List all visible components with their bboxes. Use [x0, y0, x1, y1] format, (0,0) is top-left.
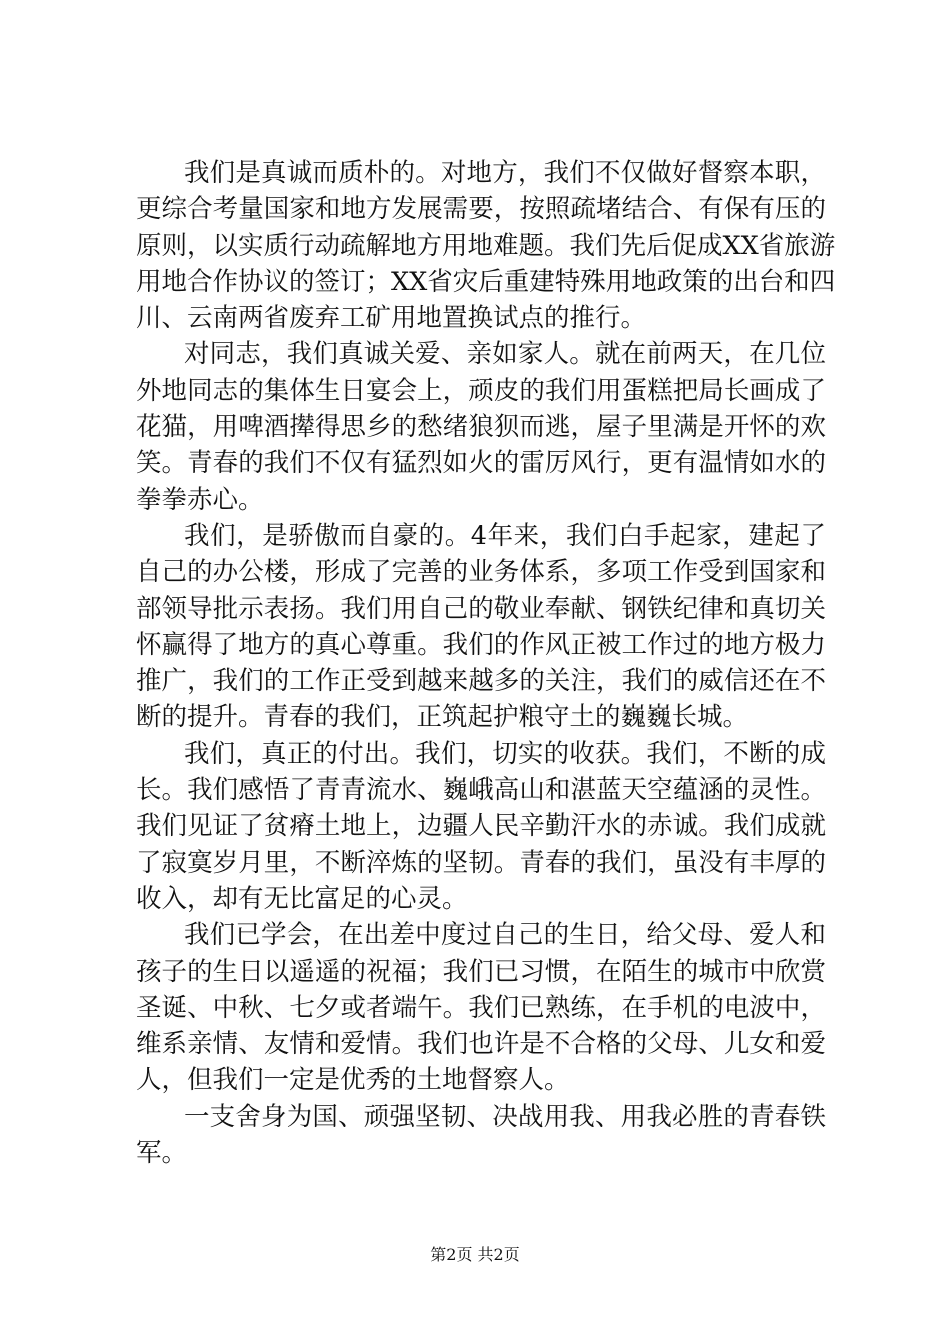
- paragraph-5: [136, 917, 826, 1098]
- text-line: 长。我们感悟了青青流水、巍峨高山和湛蓝天空蕴涵的灵性。: [136, 775, 826, 806]
- text-line: 断的提升。青春的我们，正筑起护粮守土的巍巍长城。: [136, 702, 749, 733]
- text-line: 拳拳赤心。: [136, 484, 264, 515]
- document-body: [136, 155, 836, 1171]
- text-line: 花猫，用啤酒撵得思乡的愁绪狼狈而逃，屋子里满是开怀的欢: [136, 412, 826, 443]
- text-line: 了寂寞岁月里，不断淬炼的坚韧。青春的我们，虽没有丰厚的: [136, 847, 826, 878]
- paragraph-2: [136, 336, 826, 517]
- text-line: 原则，以实质行动疏解地方用地难题。我们先后促成XX省旅游: [136, 230, 836, 261]
- text-line: 我们已学会，在出差中度过自己的生日，给父母、爱人和: [184, 920, 826, 951]
- page-number-footer: 第2页 共2页: [430, 1245, 520, 1264]
- text-line: 维系亲情、友情和爱情。我们也许是不合格的父母、儿女和爱: [136, 1029, 826, 1060]
- paragraph-1: [136, 155, 836, 336]
- text-line: 部领导批示表扬。我们用自己的敬业奉献、钢铁纪律和真切关: [136, 593, 826, 624]
- text-line: 笑。青春的我们不仅有猛烈如火的雷厉风行，更有温情如水的: [136, 448, 826, 479]
- paragraph-4: [136, 736, 826, 917]
- text-line: 怀赢得了地方的真心尊重。我们的作风正被工作过的地方极力: [136, 629, 826, 660]
- text-line: 用地合作协议的签订；XX省灾后重建特殊用地政策的出台和四: [136, 266, 836, 297]
- text-line: 更综合考量国家和地方发展需要，按照疏堵结合、有保有压的: [136, 194, 826, 225]
- text-line: 孩子的生日以遥遥的祝福；我们已习惯，在陌生的城市中欣赏: [136, 956, 826, 987]
- text-line: 自己的办公楼，形成了完善的业务体系，多项工作受到国家和: [136, 557, 826, 588]
- text-line: 我们是真诚而质朴的。对地方，我们不仅做好督察本职，: [184, 158, 826, 188]
- paragraph-3: [136, 518, 826, 736]
- text-line: 收入，却有无比富足的心灵。: [136, 883, 468, 914]
- text-line: 我们见证了贫瘠土地上，边疆人民辛勤汗水的赤诚。我们成就: [136, 811, 826, 842]
- text-line: 一支舍身为国、顽强坚韧、决战用我、用我必胜的青春铁: [184, 1101, 826, 1132]
- text-line: 圣诞、中秋、七夕或者端午。我们已熟练，在手机的电波中，: [136, 992, 826, 1023]
- paragraph-6: [136, 1099, 826, 1172]
- text-line: 我们，真正的付出。我们，切实的收获。我们，不断的成: [184, 738, 826, 769]
- text-line: 我们，是骄傲而自豪的。4年来，我们白手起家，建起了: [184, 520, 826, 551]
- text-line: 人，但我们一定是优秀的土地督察人。: [136, 1065, 570, 1096]
- text-line: 外地同志的集体生日宴会上，顽皮的我们用蛋糕把局长画成了: [136, 375, 826, 406]
- text-line: 军。: [136, 1138, 188, 1169]
- text-line: 对同志，我们真诚关爱、亲如家人。就在前两天，在几位: [184, 339, 826, 370]
- text-line: 川、云南两省废弃工矿用地置换试点的推行。: [136, 303, 647, 334]
- text-line: 推广，我们的工作正受到越来越多的关注，我们的威信还在不: [136, 666, 826, 697]
